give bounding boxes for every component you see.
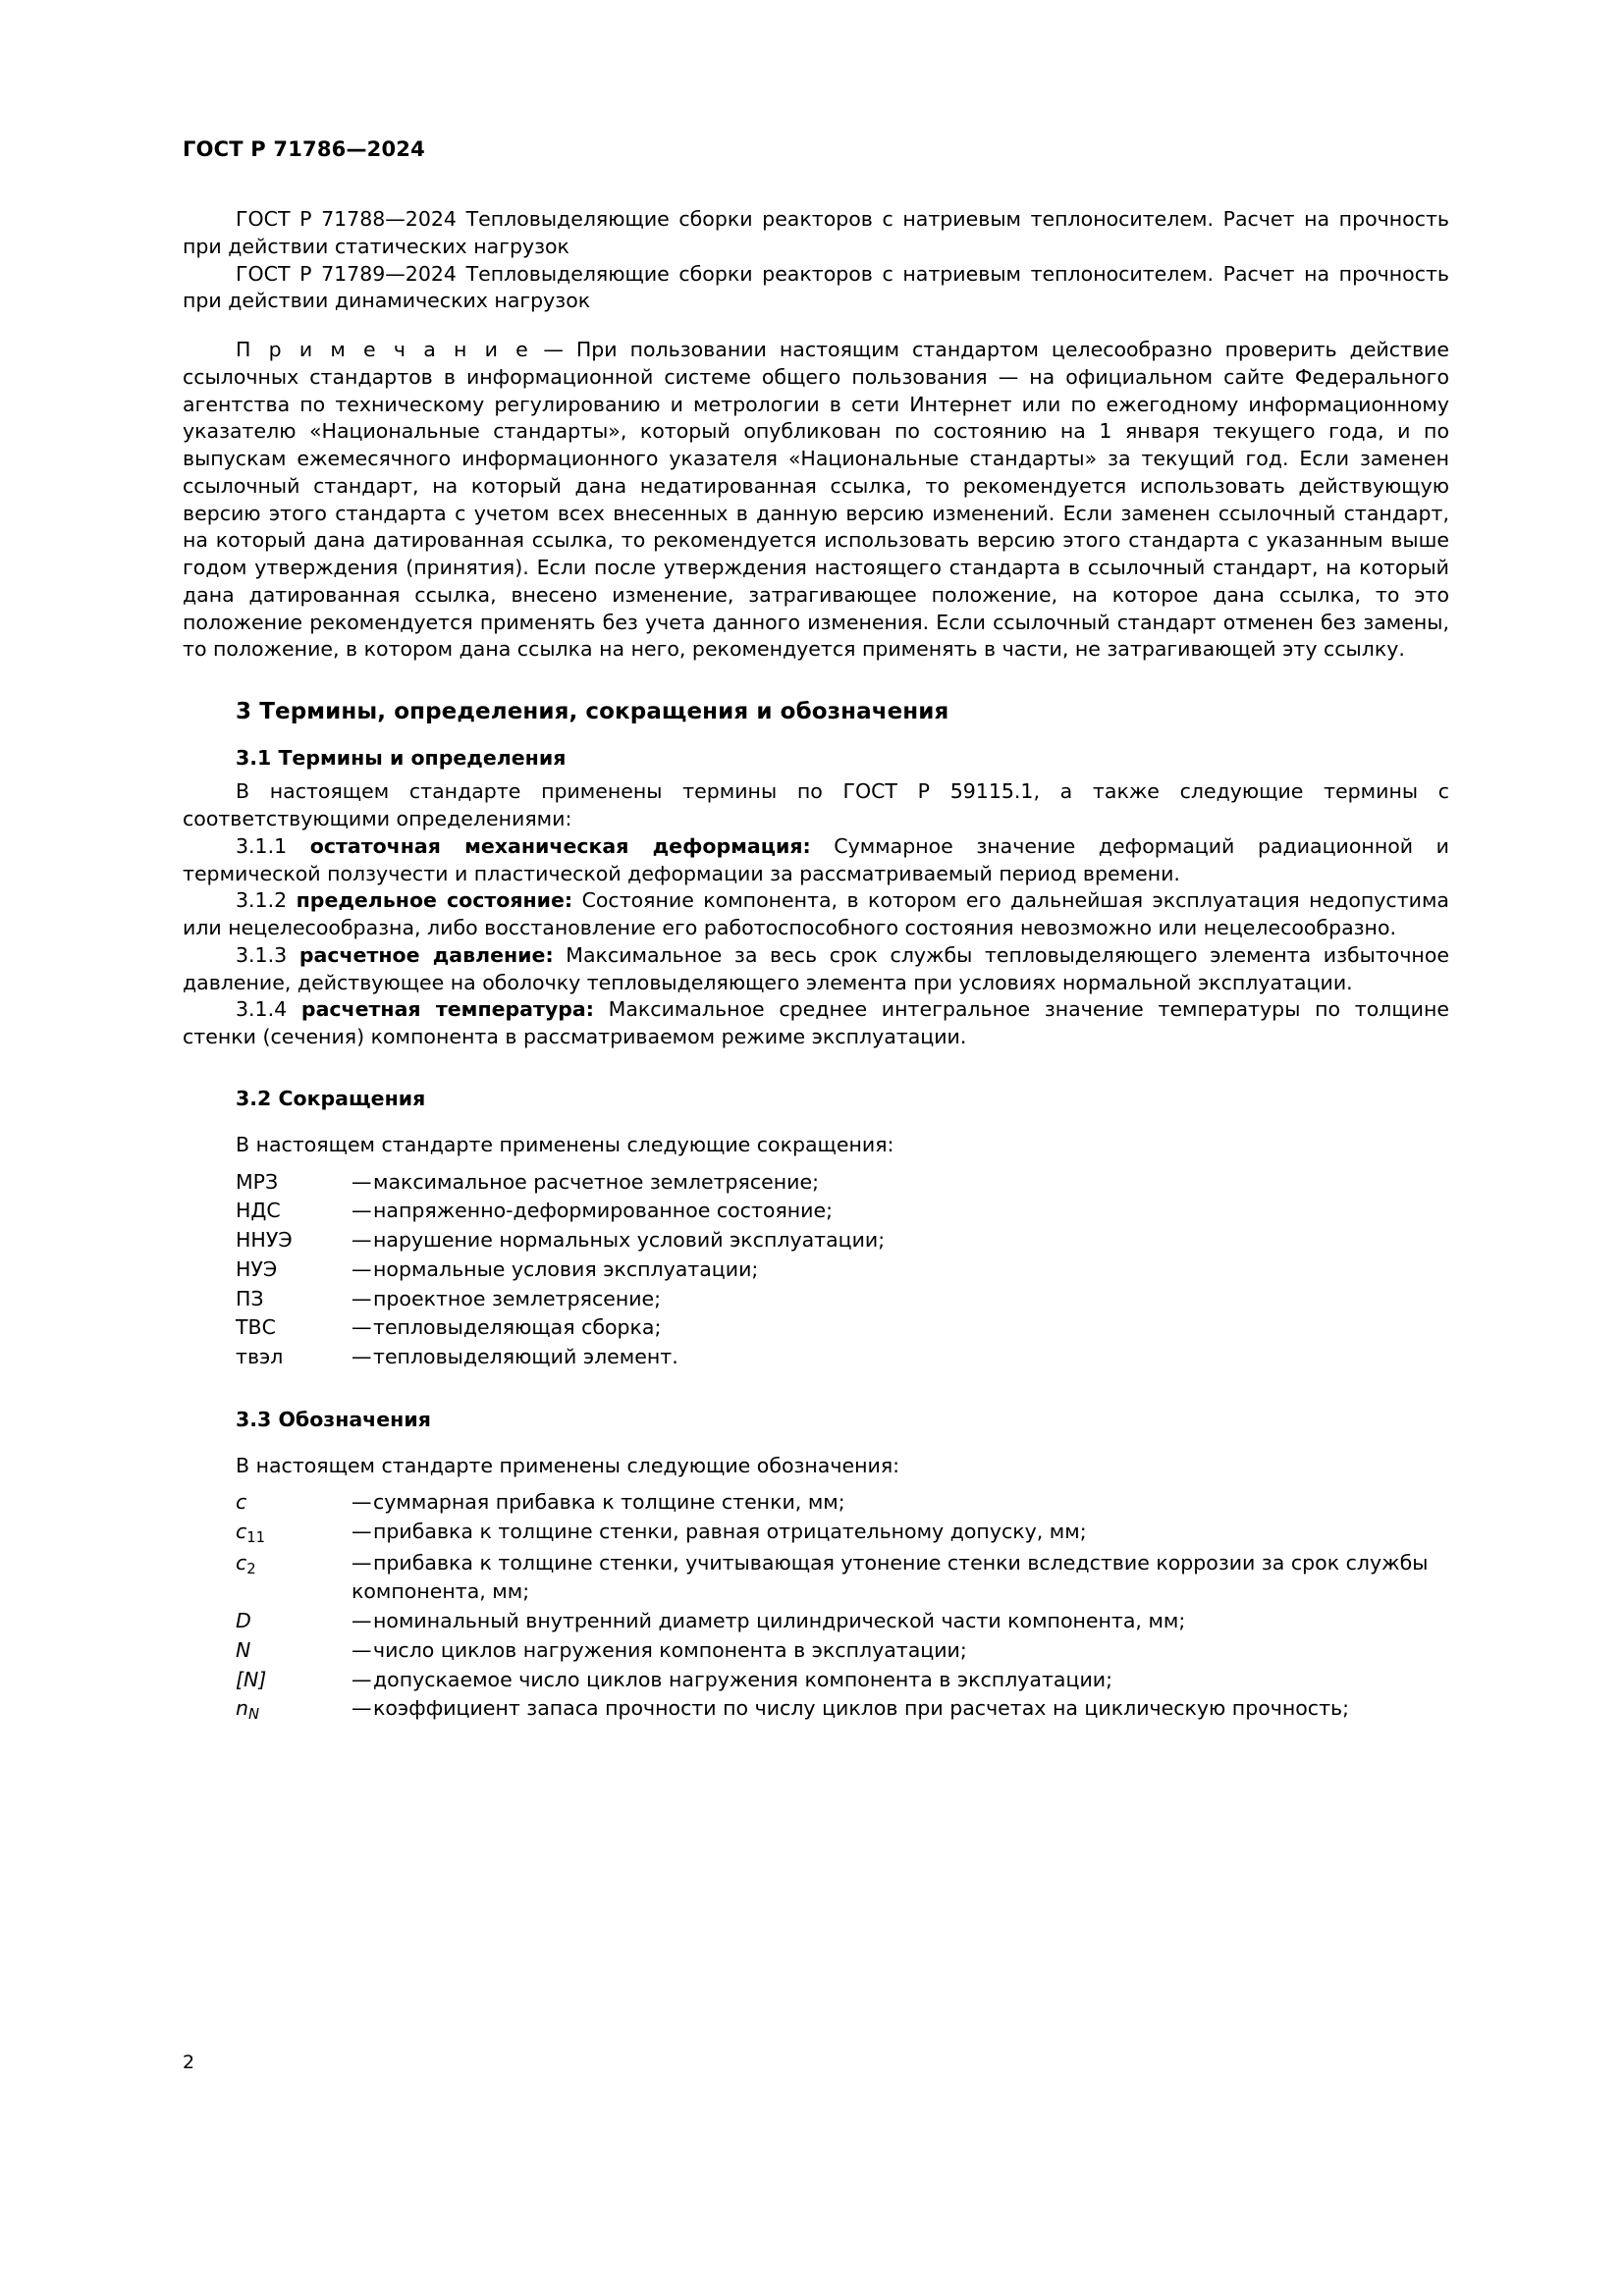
symbol-base: n: [236, 1696, 248, 1721]
abbr-value: [352, 1226, 885, 1255]
term-number: 3.1.2: [236, 888, 288, 913]
page-content: [183, 137, 1449, 1726]
dash-separator: —: [352, 1490, 372, 1515]
abbr-value: [352, 1255, 885, 1285]
abbr-key: МРЗ: [236, 1169, 279, 1194]
abbr-value: [352, 1285, 885, 1314]
term-definition: Суммарное значение деформаций радиационной и термической ползучести и пластической деформации за рассматриваемый период времени.: [183, 833, 1449, 885]
symbol-key: [236, 1636, 352, 1666]
dash-separator: —: [352, 1169, 372, 1194]
term-number: 3.1.1: [236, 833, 288, 858]
symbols-table: [236, 1488, 1449, 1725]
table-row: [236, 1549, 1449, 1607]
term-definition: Максимальное среднее интегральное значение температуры по толщине стенки (сечения) компонента в рассматриваемом режиме эксплуатации.: [183, 997, 1449, 1049]
section-heading-3: 3 Термины, определения, сокращения и обозначения: [236, 699, 949, 725]
table-row: [236, 1343, 885, 1372]
term-item: [183, 942, 1449, 997]
table-row: [236, 1197, 885, 1226]
symbol-text: номинальный внутренний диаметр цилиндрической части компонента, мм;: [373, 1609, 1186, 1633]
abbr-text: нормальные условия эксплуатации;: [373, 1256, 759, 1281]
symbol-text: допускаемое число циклов нагружения компонента в эксплуатации;: [373, 1667, 1113, 1691]
symbol-value: [352, 1607, 1449, 1636]
subsection-heading-3-3: 3.3 Обозначения: [236, 1407, 431, 1431]
term-title: предельное состояние:: [296, 888, 573, 913]
abbr-text: максимальное расчетное землетрясение;: [373, 1169, 819, 1194]
page-header: ГОСТ Р 71786—2024: [183, 137, 425, 161]
abbr-value: [352, 1197, 885, 1226]
abbr-text: тепловыделяющий элемент.: [373, 1344, 678, 1368]
subsection-heading-3-1: 3.1 Термины и определения: [236, 746, 567, 771]
abbr-text: нарушение нормальных условий эксплуатации;: [373, 1228, 886, 1253]
dash-separator: —: [352, 1199, 372, 1223]
table-row: [236, 1636, 1449, 1666]
dash-separator: —: [352, 1667, 372, 1691]
abbr-key: твэл: [236, 1344, 284, 1368]
term-title: расчетная температура:: [300, 997, 594, 1022]
table-row: [236, 1285, 885, 1314]
symbol-base: N: [236, 1637, 251, 1662]
table-row: [236, 1255, 885, 1285]
abbr-value: [352, 1168, 885, 1198]
table-row: [236, 1666, 1449, 1695]
abbr-key: ПЗ: [236, 1286, 264, 1310]
table-row: [236, 1226, 885, 1255]
symbol-subscript: 11: [246, 1529, 266, 1547]
table-row: [236, 1168, 885, 1198]
symbol-value: [352, 1549, 1449, 1607]
symbol-base: c: [236, 1550, 247, 1575]
symbol-text: суммарная прибавка к толщине стенки, мм;: [373, 1490, 845, 1515]
dash-separator: —: [352, 1696, 372, 1721]
symbol-base: c: [236, 1520, 247, 1544]
symbol-text: прибавка к толщине стенки, равная отрицательному допуску, мм;: [373, 1520, 1087, 1544]
dash-separator: —: [352, 1228, 372, 1253]
symbol-key: [236, 1666, 352, 1695]
symbol-base: D: [236, 1609, 251, 1633]
symbol-subscript: N: [248, 1706, 260, 1724]
term-item: [183, 887, 1449, 942]
table-row: [236, 1607, 1449, 1636]
symbol-value: [352, 1694, 1449, 1726]
abbr-key: ТВС: [236, 1315, 276, 1340]
dash-separator: —: [352, 1256, 372, 1281]
term-definition: Состояние компонента, в котором его дальнейшая эксплуатация недопустима или нецелесообразна, либо восстановление его работоспособного состояния невозможно или нецелесообразно.: [183, 888, 1449, 940]
dash-separator: —: [352, 1286, 372, 1310]
abbr-value: [352, 1343, 885, 1372]
term-number: 3.1.3: [236, 942, 288, 967]
referenced-standards: [183, 206, 1449, 315]
symbol-value: [352, 1488, 1449, 1518]
abbr-key: ННУЭ: [236, 1228, 293, 1253]
term-title: остаточная механическая деформация:: [309, 833, 811, 858]
symbol-subscript: 2: [246, 1560, 256, 1577]
subsection-3-1-intro: В настоящем стандарте применены термины по ГОСТ Р 59115.1, а также следующие термины с соответствующими определениями:: [183, 779, 1449, 831]
term-definition: Максимальное за весь срок службы тепловыделяющего элемента избыточное давление, действующее на оболочку тепловыделяющего элемента при условиях нормальной эксплуатации.: [183, 942, 1449, 994]
reference-item: ГОСТ Р 71789—2024 Тепловыделяющие сборки реакторов с натриевым теплоносителем. Расчет на прочность при действии динамических нагрузок: [183, 261, 1449, 313]
dash-separator: —: [352, 1315, 372, 1340]
page-number: 2: [183, 2052, 195, 2073]
dash-separator: —: [352, 1344, 372, 1368]
abbr-key: НУЭ: [236, 1256, 278, 1281]
symbol-key: [236, 1694, 352, 1726]
symbol-base: [N]: [236, 1667, 267, 1691]
table-row: [236, 1694, 1449, 1726]
symbol-key: [236, 1518, 352, 1549]
symbol-value: [352, 1636, 1449, 1666]
abbr-text: проектное землетрясение;: [373, 1286, 662, 1310]
note-text: — При пользовании настоящим стандартом целесообразно проверить действие ссылочных стандартов в информационной системе общего пользования — на официальном сайте Федерального агентства по техническому регулированию и метрологии в сети Интернет или по ежегодному информационному указателю «Национальные стандарты», который опубликован по состоянию на 1 января текущего года, и по выпускам ежемесячного информационного указателя «Национальные стандарты» за текущий год. Если заменен ссылочный стандарт, на который дана недатированная ссылка, то рекомендуется использовать действующую версию этого стандарта с учетом всех внесенных в данную версию изменений. Если заменен ссылочный стандарт, на который дана датированная ссылка, то рекомендуется использовать версию этого стандарта с указанным выше годом утверждения (принятия). Если после утверждения настоящего стандарта в ссылочный стандарт, на который дана датированная ссылка, внесено изменение, затрагивающее положение, на которое дана ссылка, то это положение рекомендуется применять без учета данного изменения. Если ссылочный стандарт отменен без замены, то положение, в котором дана ссылка на него, рекомендуется применять в части, не затрагивающей эту ссылку.: [183, 338, 1449, 662]
abbreviations-table: [236, 1168, 885, 1372]
symbol-text: коэффициент запаса прочности по числу циклов при расчетах на циклическую прочность;: [373, 1696, 1350, 1721]
abbr-text: напряженно-деформированное состояние;: [373, 1199, 834, 1223]
term-title: расчетное давление:: [298, 942, 554, 967]
table-row: [236, 1488, 1449, 1518]
term-item: [183, 996, 1449, 1051]
dash-separator: —: [352, 1609, 372, 1633]
symbol-key: [236, 1488, 352, 1518]
dash-separator: —: [352, 1637, 372, 1662]
term-item: [183, 833, 1449, 888]
abbr-value: [352, 1313, 885, 1343]
dash-separator: —: [352, 1520, 372, 1544]
subsection-3-3-intro: В настоящем стандарте применены следующие обозначения:: [236, 1453, 900, 1477]
abbr-key: НДС: [236, 1199, 281, 1223]
symbol-key: [236, 1607, 352, 1636]
note-label: П р и м е ч а н и е: [236, 338, 531, 362]
reference-item: ГОСТ Р 71788—2024 Тепловыделяющие сборки реакторов с натриевым теплоносителем. Расчет на прочность при действии статических нагрузок: [183, 207, 1449, 258]
symbol-text: число циклов нагружения компонента в эксплуатации;: [373, 1637, 967, 1662]
dash-separator: —: [352, 1550, 372, 1575]
symbol-value: [352, 1666, 1449, 1695]
term-number: 3.1.4: [236, 997, 288, 1022]
note-paragraph: [183, 337, 1449, 664]
symbol-text: прибавка к толщине стенки, учитывающая утонение стенки вследствие коррозии за срок службы компонента, мм;: [352, 1550, 1429, 1604]
symbol-base: c: [236, 1490, 247, 1515]
symbol-key: [236, 1549, 352, 1607]
table-row: [236, 1313, 885, 1343]
abbr-text: тепловыделяющая сборка;: [373, 1315, 662, 1340]
subsection-heading-3-2: 3.2 Сокращения: [236, 1086, 426, 1110]
symbol-value: [352, 1518, 1449, 1549]
subsection-3-2-intro: В настоящем стандарте применены следующие сокращения:: [236, 1132, 894, 1156]
table-row: [236, 1518, 1449, 1549]
